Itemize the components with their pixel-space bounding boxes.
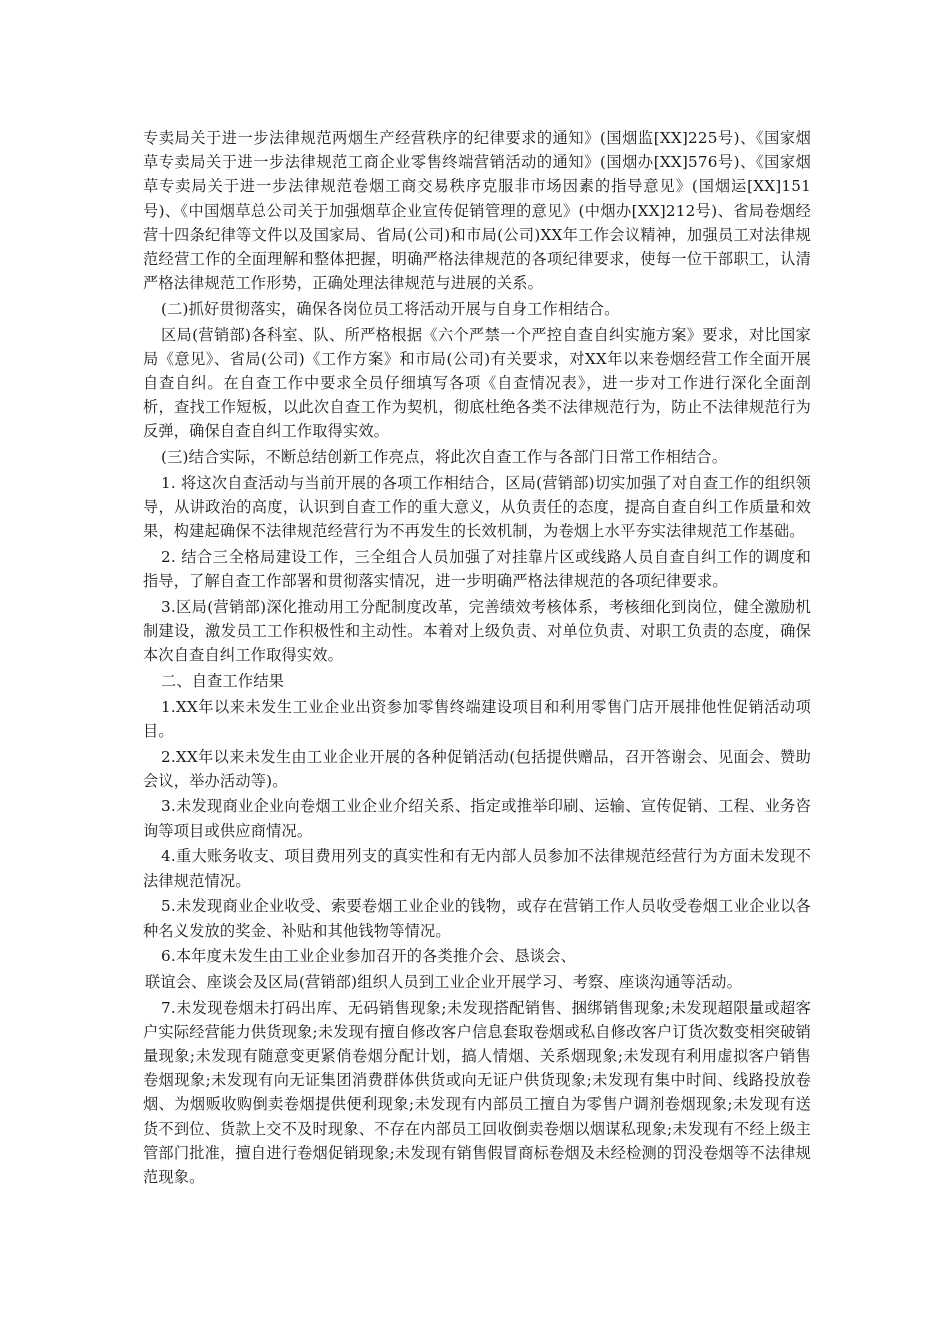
paragraph-self-check: 区局(营销部)各科室、队、所严格根据《六个严禁一个严控自查自纠实施方案》要求，对比国家局《意见》、省局(公司)《工作方案》和市局(公司)有关要求，对XX年以来卷烟经营工作全面开展自查自纠。在自查工作中要求全员仔细填写各项《自查情况表》，进一步对工作进行深化全面剖析，查找工作短板，以此次自查工作为契机，彻底杜绝各类不法律规范行为，防止不法律规范行为反弹，确保自查自纠工作取得实效。	[143, 325, 811, 441]
paragraph-heading-3: (三)结合实际，不断总结创新工作亮点，将此次自查工作与各部门日常工作相结合。	[161, 448, 728, 467]
paragraph-heading-2: (二)抓好贯彻落实，确保各岗位员工将活动开展与自身工作相结合。	[161, 299, 620, 318]
result-item-5: 5.未发现商业企业收受、索要卷烟工业企业的钱物，或存在营销工作人员收受卷烟工业企业以各种名义发放的奖金、补贴和其他钱物等情况。	[143, 897, 811, 940]
paragraph-item-1: 1. 将这次自查活动与当前开展的各项工作相结合，区局(营销部)切实加强了对自查工作的组织领导，从讲政治的高度，认识到自查工作的重大意义，从负责任的态度，提高自查自纠工作质量和效果，构建起确保不法律规范经营行为不再发生的长效机制，为卷烟上水平夯实法律规范工作基础。	[143, 473, 811, 541]
document-body	[143, 126, 811, 1191]
section-heading-results: 二、自查工作结果	[161, 671, 285, 690]
paragraph-notice-list: 专卖局关于进一步法律规范两烟生产经营秩序的纪律要求的通知》(国烟监[XX]225号)、《国家烟草专卖局关于进一步法律规范工商企业零售终端营销活动的通知》(国烟办[XX]576号)、《国家烟草专卖局关于进一步法律规范卷烟工商交易秩序克服非市场因素的指导意见》(国烟运[XX]151号)、《中国烟草总公司关于加强烟草企业宣传促销管理的意见》(中烟办[XX]212号)、省局卷烟经营十四条纪律等文件以及国家局、省局(公司)和市局(公司)XX年工作会议精神，加强员工对法律规范经营工作的全面理解和整体把握，明确严格法律规范的各项纪律要求，使每一位干部职工，认清严格法律规范工作形势，正确处理法律规范与进展的关系。	[143, 129, 811, 293]
paragraph-item-3: 3.区局(营销部)深化推动用工分配制度改革，完善绩效考核体系，考核细化到岗位，健全激励机制建设，激发员工工作积极性和主动性。本着对上级负责、对单位负责、对职工负责的态度，确保本次自查自纠工作取得实效。	[143, 597, 811, 665]
result-item-7: 7.未发现卷烟未打码出库、无码销售现象;未发现搭配销售、捆绑销售现象;未发现超限量或超客户实际经营能力供货现象;未发现有擅自修改客户信息套取卷烟或私自修改客户订货次数变相突破销量现象;未发现有随意变更紧俏卷烟分配计划，搞人情烟、关系烟现象;未发现有利用虚拟客户销售卷烟现象;未发现有向无证集团消费群体供货或向无证户供货现象;未发现有集中时间、线路投放卷烟、为烟贩收购倒卖卷烟提供便利现象;未发现有内部员工擅自为零售户调剂卷烟现象;未发现有送货不到位、货款上交不及时现象、不存在内部员工回收倒卖卷烟以烟谋私现象;未发现有不经上级主管部门批准，擅自进行卷烟促销现象;未发现有销售假冒商标卷烟及未经检测的罚没卷烟等不法律规范现象。	[143, 998, 811, 1187]
paragraph-item-2: 2. 结合三全格局建设工作，三全组合人员加强了对挂靠片区或线路人员自查自纠工作的调度和指导，了解自查工作部署和贯彻落实情况，进一步明确严格法律规范的各项纪律要求。	[143, 547, 811, 591]
result-item-6: 6.本年度未发生由工业企业参加召开的各类推介会、恳谈会、	[161, 947, 576, 966]
result-item-6-continued: 联谊会、座谈会及区局(营销部)组织人员到工业企业开展学习、考察、座谈沟通等活动。	[145, 972, 742, 991]
result-item-4: 4.重大账务收支、项目费用列支的真实性和有无内部人员参加不法律规范经营行为方面未发现不法律规范情况。	[143, 847, 811, 890]
result-item-2: 2.XX年以来未发生由工业企业开展的各种促销活动(包括提供赠品，召开答谢会、见面会、赞助会议，举办活动等)。	[143, 747, 811, 790]
result-item-3: 3.未发现商业企业向卷烟工业企业介绍关系、指定或推举印刷、运输、宣传促销、工程、业务咨询等项目或供应商情况。	[143, 797, 811, 840]
result-item-1: 1.XX年以来未发生工业企业出资参加零售终端建设项目和利用零售门店开展排他性促销活动项目。	[143, 697, 811, 740]
